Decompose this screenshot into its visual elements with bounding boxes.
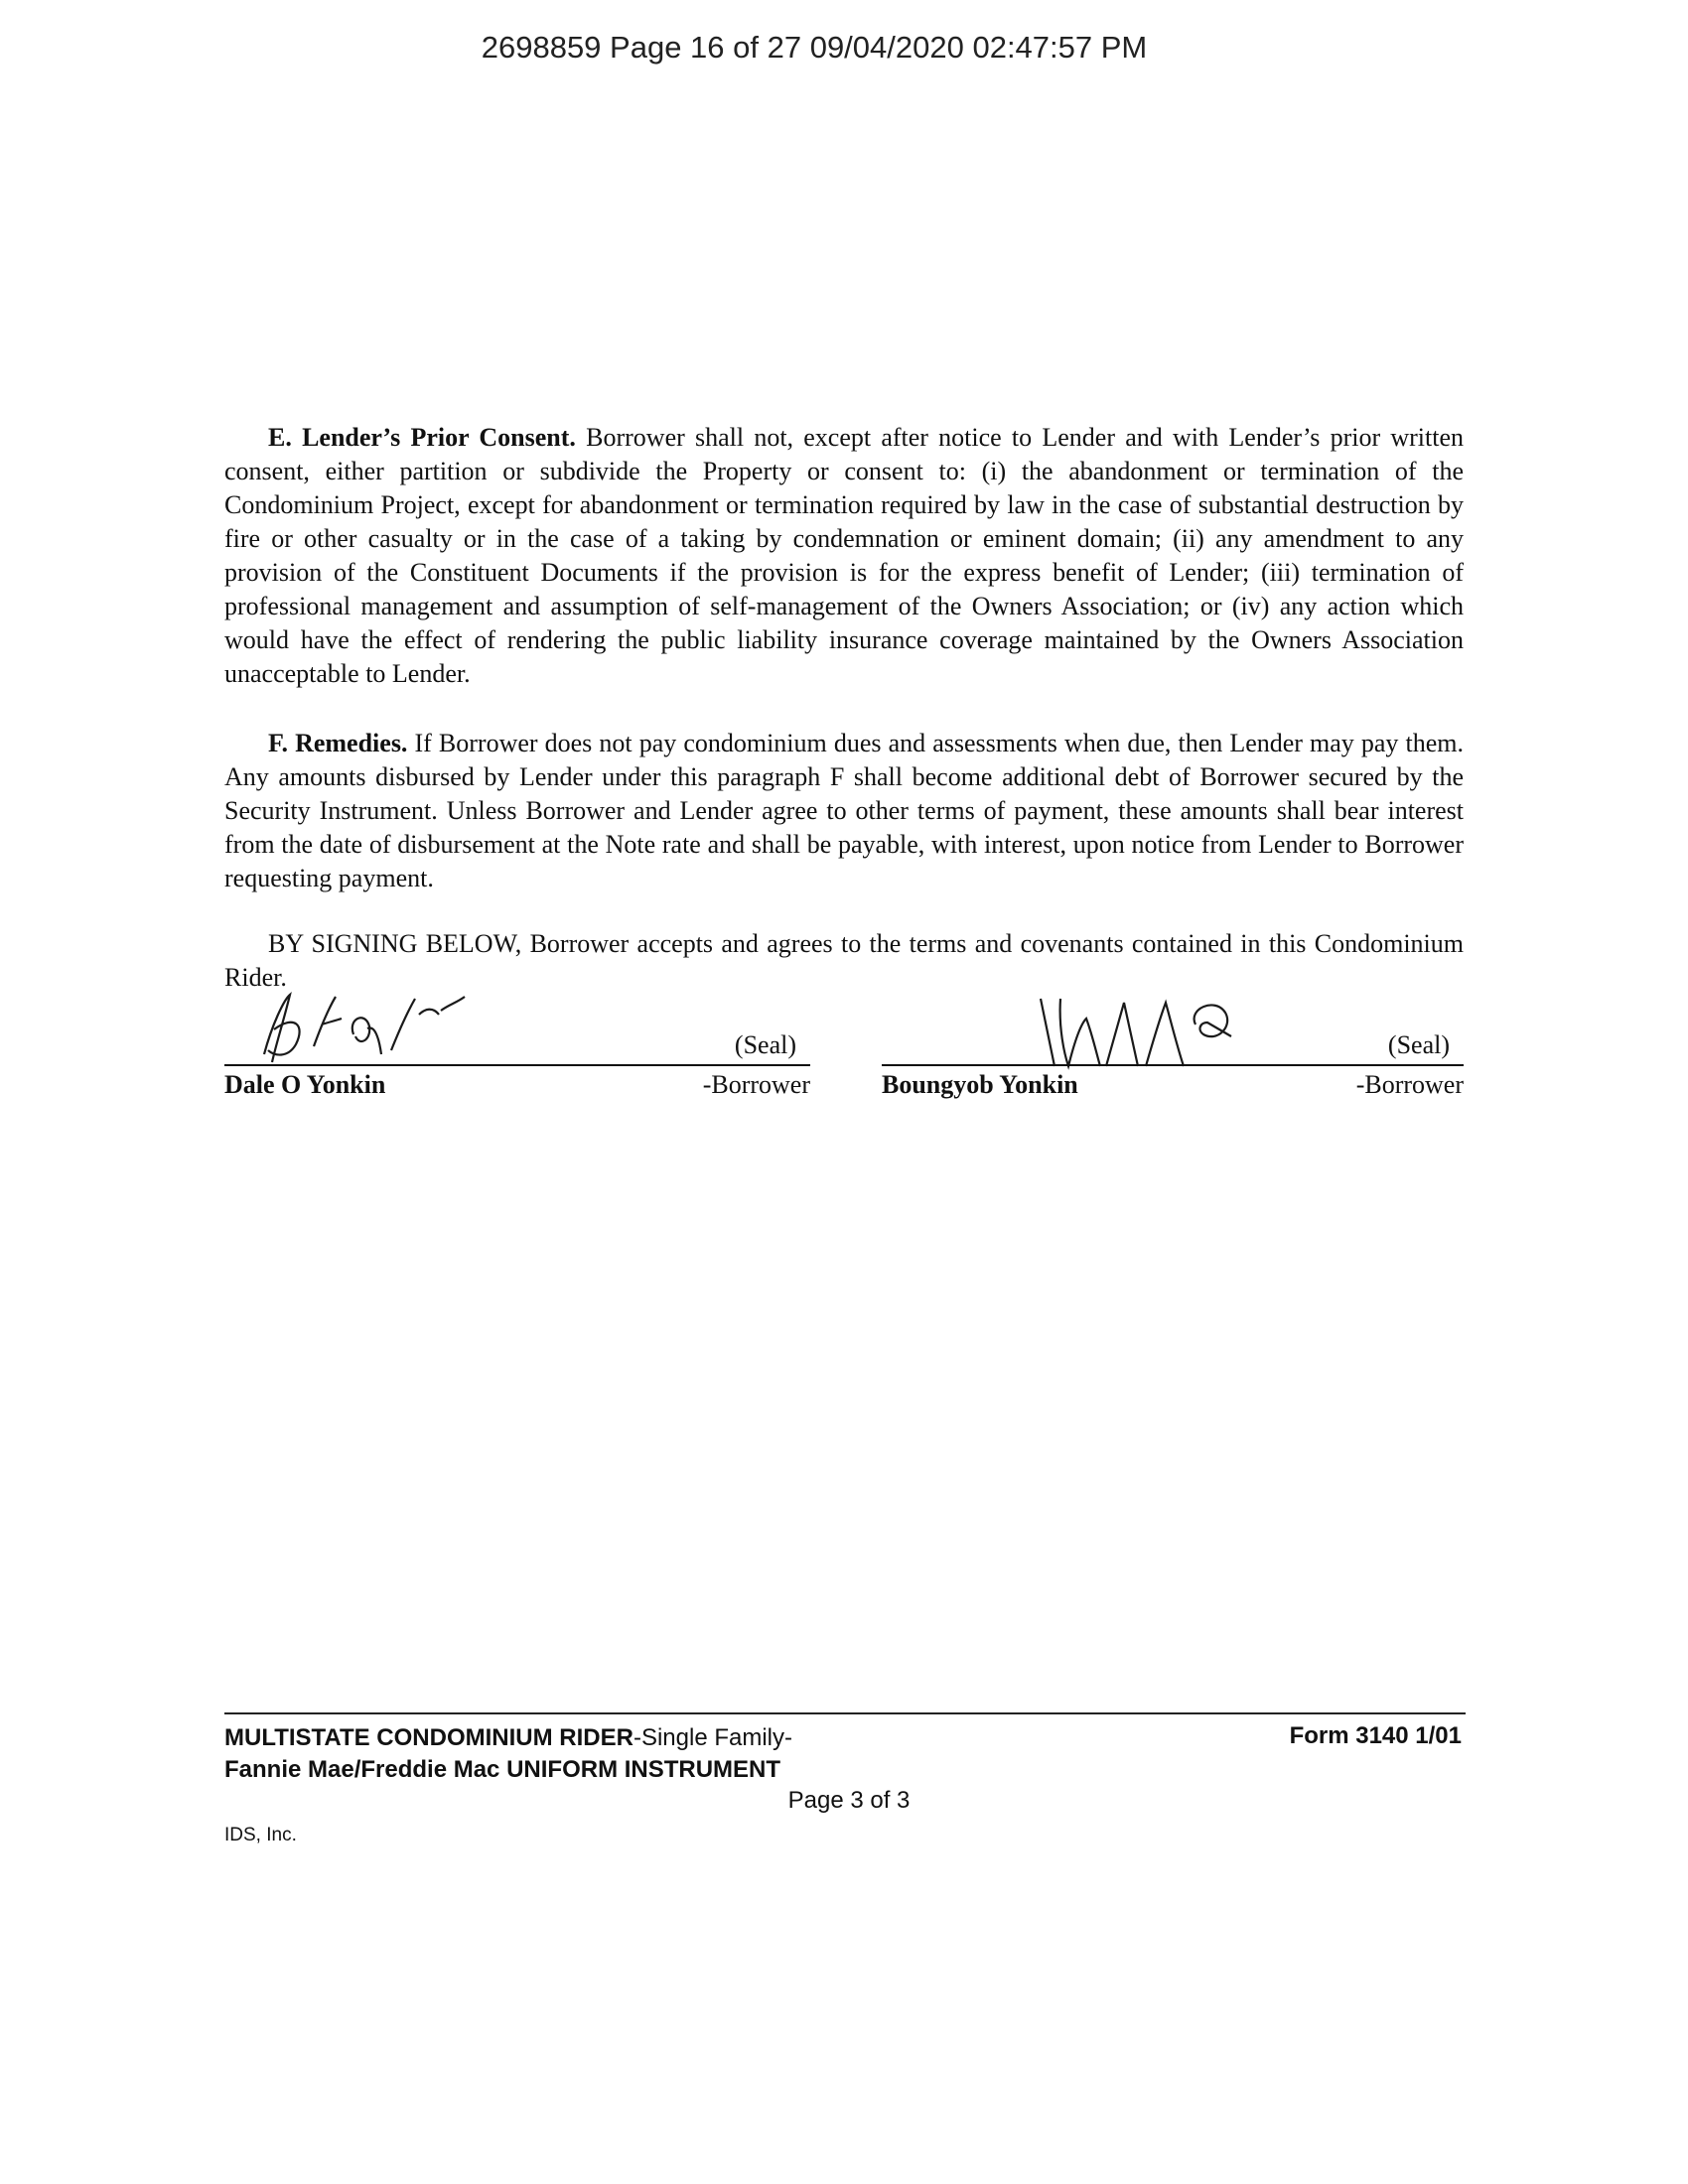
footer-title-line [224,1722,792,1754]
section-f-remedies [224,727,1464,895]
section-e-lenders-prior-consent [224,421,1464,691]
section-e-paragraph [224,421,1464,691]
section-f-paragraph [224,727,1464,895]
seal-label-2: (Seal) [1387,1030,1450,1059]
signature-block-borrower-2 [882,1013,1464,1112]
signer-name-1: Dale O Yonkin [224,1070,386,1099]
footer-form-title [224,1722,792,1786]
footer-subtitle: Fannie Mae/Freddie Mac UNIFORM INSTRUMENT [224,1756,781,1783]
page-stamp: 2698859 Page 16 of 27 09/04/2020 02:47:57 PM [481,30,1148,65]
handwritten-signature-2 [1021,979,1249,1078]
signing-statement-text: BY SIGNING BELOW, Borrower accepts and agrees to the terms and covenants contained in this Condominium Rider. [224,929,1464,992]
footer-form-number: Form 3140 1/01 [1289,1722,1462,1749]
footer-page-number: Page 3 of 3 [787,1787,911,1814]
section-e-body: Borrower shall not, except after notice to Lender and with Lender’s prior written consent, either partition or subdivide the Property or consent to: (i) the abandonment or termination of the Condominium Project, except for abandonment or termination required by law in the case of substantial destruction by fire or other casualty or in the case of a taking by condemnation or eminent domain; (ii) any amendment to any provision of the Constituent Documents if the provision is for the express benefit of Lender; (iii) termination of professional management and assumption of self-management of the Owners Association; or (iv) any action which would have the effect of rendering the public liability insurance coverage maintained by the Owners Association unacceptable to Lender. [224,423,1464,688]
signature-block-borrower-1 [224,1013,810,1112]
signature-line-1 [224,1064,810,1066]
signature-line-2 [882,1064,1464,1066]
section-f-title: F. Remedies. [268,729,408,757]
footer-title-rest: -Single Family- [633,1724,792,1751]
signer-name-2: Boungyob Yonkin [882,1070,1078,1099]
section-e-title: E. Lender’s Prior Consent. [268,423,576,452]
footer-title-bold: MULTISTATE CONDOMINIUM RIDER [224,1724,633,1751]
section-f-body: If Borrower does not pay condominium dues and assessments when due, then Lender may pay them. Any amounts disbursed by Lender under this paragraph F shall become additional debt of Borrower secured by the Security Instrument. Unless Borrower and Lender agree to other terms of payment, these amounts shall bear interest from the date of disbursement at the Note rate and shall be payable, with interest, upon notice from Lender to Borrower requesting payment. [224,729,1464,892]
footer-vendor: IDS, Inc. [224,1825,297,1845]
signer-role-1: -Borrower [702,1070,810,1099]
seal-label-1: (Seal) [734,1030,796,1059]
footer-rule [224,1712,1466,1714]
signer-role-2: -Borrower [1355,1070,1464,1099]
handwritten-signature-1 [244,985,502,1074]
